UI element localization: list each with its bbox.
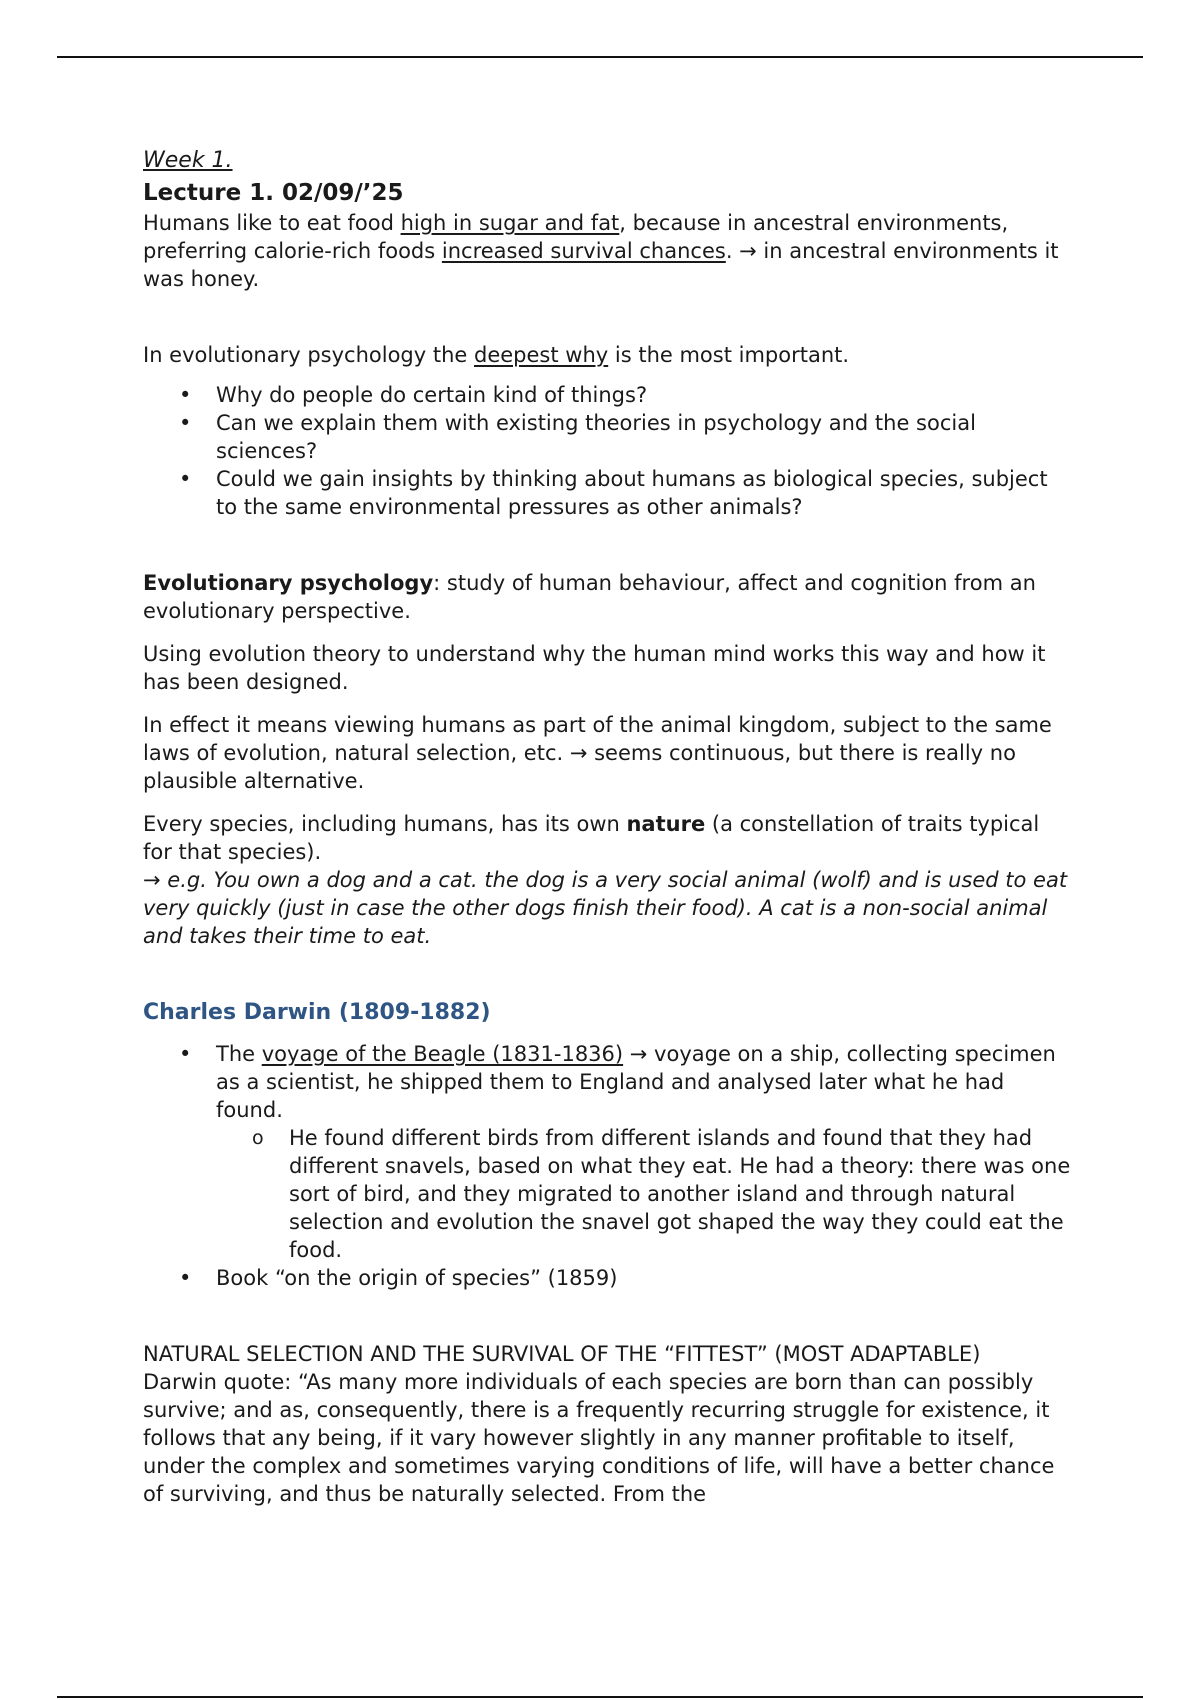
ev-psych-definition <box>143 569 1073 625</box>
intro-text-3: . → in ancestral environments it was honey. <box>143 239 1059 291</box>
darwin-sublist <box>216 1124 1073 1264</box>
natural-selection-heading: NATURAL SELECTION AND THE SURVIVAL OF THE “FITTEST” (MOST ADAPTABLE) <box>143 1342 981 1366</box>
intro-underline-1: high in sugar and fat <box>400 211 620 235</box>
deepest-why-paragraph <box>143 341 1073 369</box>
intro-underline-2: increased survival chances <box>441 239 726 263</box>
week-label: Week 1. <box>143 148 233 173</box>
document-page <box>143 146 1073 1508</box>
intro-paragraph <box>143 209 1073 293</box>
nature-bold: nature <box>626 812 706 836</box>
darwin-b1-text-1: The <box>216 1042 262 1066</box>
list-item <box>143 1040 1073 1264</box>
in-effect-paragraph: In effect it means viewing humans as part of the animal kingdom, subject to the same laws of evolution, natural selection, etc. → seems continuous, but there is really no plausible alternative. <box>143 713 1052 793</box>
list-item: o He found different birds from different islands and found that they had different snavels, based on what they eat. He had a theory: there was one sort of bird, and they migrated to another island and through natural selection and evolution the snavel got shaped the way they could eat the food. <box>216 1124 1073 1264</box>
ev-psych-term: Evolutionary psychology <box>143 571 434 595</box>
list-item: • Book “on the origin of species” (1859) <box>143 1264 1073 1292</box>
header-rule <box>57 56 1143 58</box>
deepest-text-1: In evolutionary psychology the <box>143 343 475 367</box>
using-evolution-paragraph: Using evolution theory to understand why the human mind works this way and how it has been designed. <box>143 642 1046 694</box>
lecture-title: Lecture 1. 02/09/’25 <box>143 180 404 206</box>
footer-rule <box>57 1696 1143 1698</box>
deepest-underline: deepest why <box>474 343 609 367</box>
darwin-heading: Charles Darwin (1809-1882) <box>143 1000 491 1025</box>
ev-psych-def: : study of human behaviour, affect and cognition from an evolutionary perspective. <box>143 571 1036 623</box>
questions-list <box>143 381 1073 521</box>
list-item: • Why do people do certain kind of things? <box>143 381 1073 409</box>
nature-paragraph <box>143 810 1073 866</box>
darwin-b1-text-2: → voyage on a ship, collecting specimen as a scientist, he shipped them to England and analysed later what he had found. <box>216 1042 1056 1122</box>
list-item: • Can we explain them with existing theories in psychology and the social sciences? <box>143 409 1073 465</box>
intro-text-1: Humans like to eat food <box>143 211 401 235</box>
beagle-underline: voyage of the Beagle (1831-1836) <box>261 1042 624 1066</box>
darwin-list <box>143 1040 1073 1292</box>
intro-text-2: , because in ancestral environments, preferring calorie-rich foods <box>143 211 1009 263</box>
nature-text-1: Every species, including humans, has its own <box>143 812 627 836</box>
list-item: • Could we gain insights by thinking about humans as biological species, subject to the same environmental pressures as other animals? <box>143 465 1073 521</box>
deepest-text-2: is the most important. <box>608 343 850 367</box>
darwin-quote: Darwin quote: “As many more individuals of each species are born than can possibly survive; and as, consequently, there is a frequently recurring struggle for existence, it follows that any being, if it vary however slightly in any manner profitable to itself, under the complex and sometimes varying conditions of life, will have a better chance of surviving, and thus be naturally selected. From the <box>143 1370 1055 1506</box>
nature-text-2: (a constellation of traits typical for that species). <box>143 812 1040 864</box>
nature-example: → e.g. You own a dog and a cat. the dog is a very social animal (wolf) and is used to eat very quickly (just in case the other dogs finish their food). A cat is a non-social animal and takes their time to eat. <box>143 868 1068 948</box>
